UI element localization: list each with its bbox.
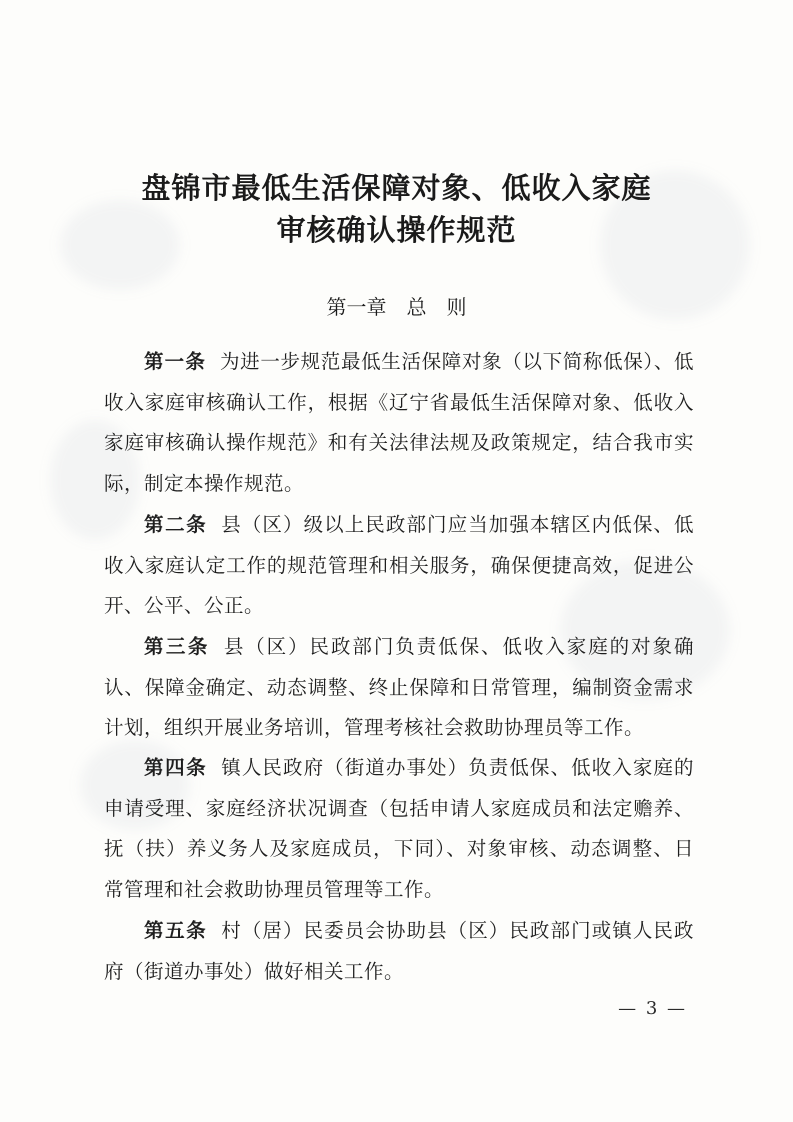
article-heading: 第一条 — [144, 350, 206, 373]
article-3 — [104, 627, 694, 749]
article-text: 县（区）级以上民政部门应当加强本辖区内低保、低收入家庭认定工作的规范管理和相关服务，确保便捷高效，促进公开、公平、公正。 — [104, 513, 694, 617]
article-1 — [104, 342, 694, 504]
article-heading: 第五条 — [144, 919, 208, 942]
article-5 — [104, 911, 694, 992]
page-number: — 3 — — [618, 998, 687, 1019]
article-heading: 第二条 — [144, 513, 208, 536]
chapter-heading: 第一章 总 则 — [326, 295, 467, 319]
article-2 — [104, 505, 694, 627]
article-heading: 第四条 — [144, 756, 208, 779]
article-text: 县（区）民政部门负责低保、低收入家庭的对象确认、保障金确定、动态调整、终止保障和日常管理，编制资金需求计划，组织开展业务培训，管理考核社会救助协理员等工作。 — [104, 635, 694, 739]
article-text: 为进一步规范最低生活保障对象（以下简称低保）、低收入家庭审核确认工作，根据《辽宁省最低生活保障对象、低收入家庭审核确认操作规范》和有关法律法规及政策规定，结合我市实际，制定本操作规范。 — [104, 350, 694, 495]
document-title-line-1: 盘锦市最低生活保障对象、低收入家庭 — [141, 171, 652, 205]
article-4 — [104, 748, 694, 910]
document-title-line-2: 审核确认操作规范 — [276, 213, 517, 247]
article-heading: 第三条 — [144, 635, 210, 658]
article-text: 村（居）民委员会协助县（区）民政部门或镇人民政府（街道办事处）做好相关工作。 — [104, 919, 694, 983]
article-text: 镇人民政府（街道办事处）负责低保、低收入家庭的申请受理、家庭经济状况调查（包括申请人家庭成员和法定赡养、抚（扶）养义务人及家庭成员，下同）、对象审核、动态调整、日常管理和社会救助协理员管理等工作。 — [104, 756, 694, 901]
